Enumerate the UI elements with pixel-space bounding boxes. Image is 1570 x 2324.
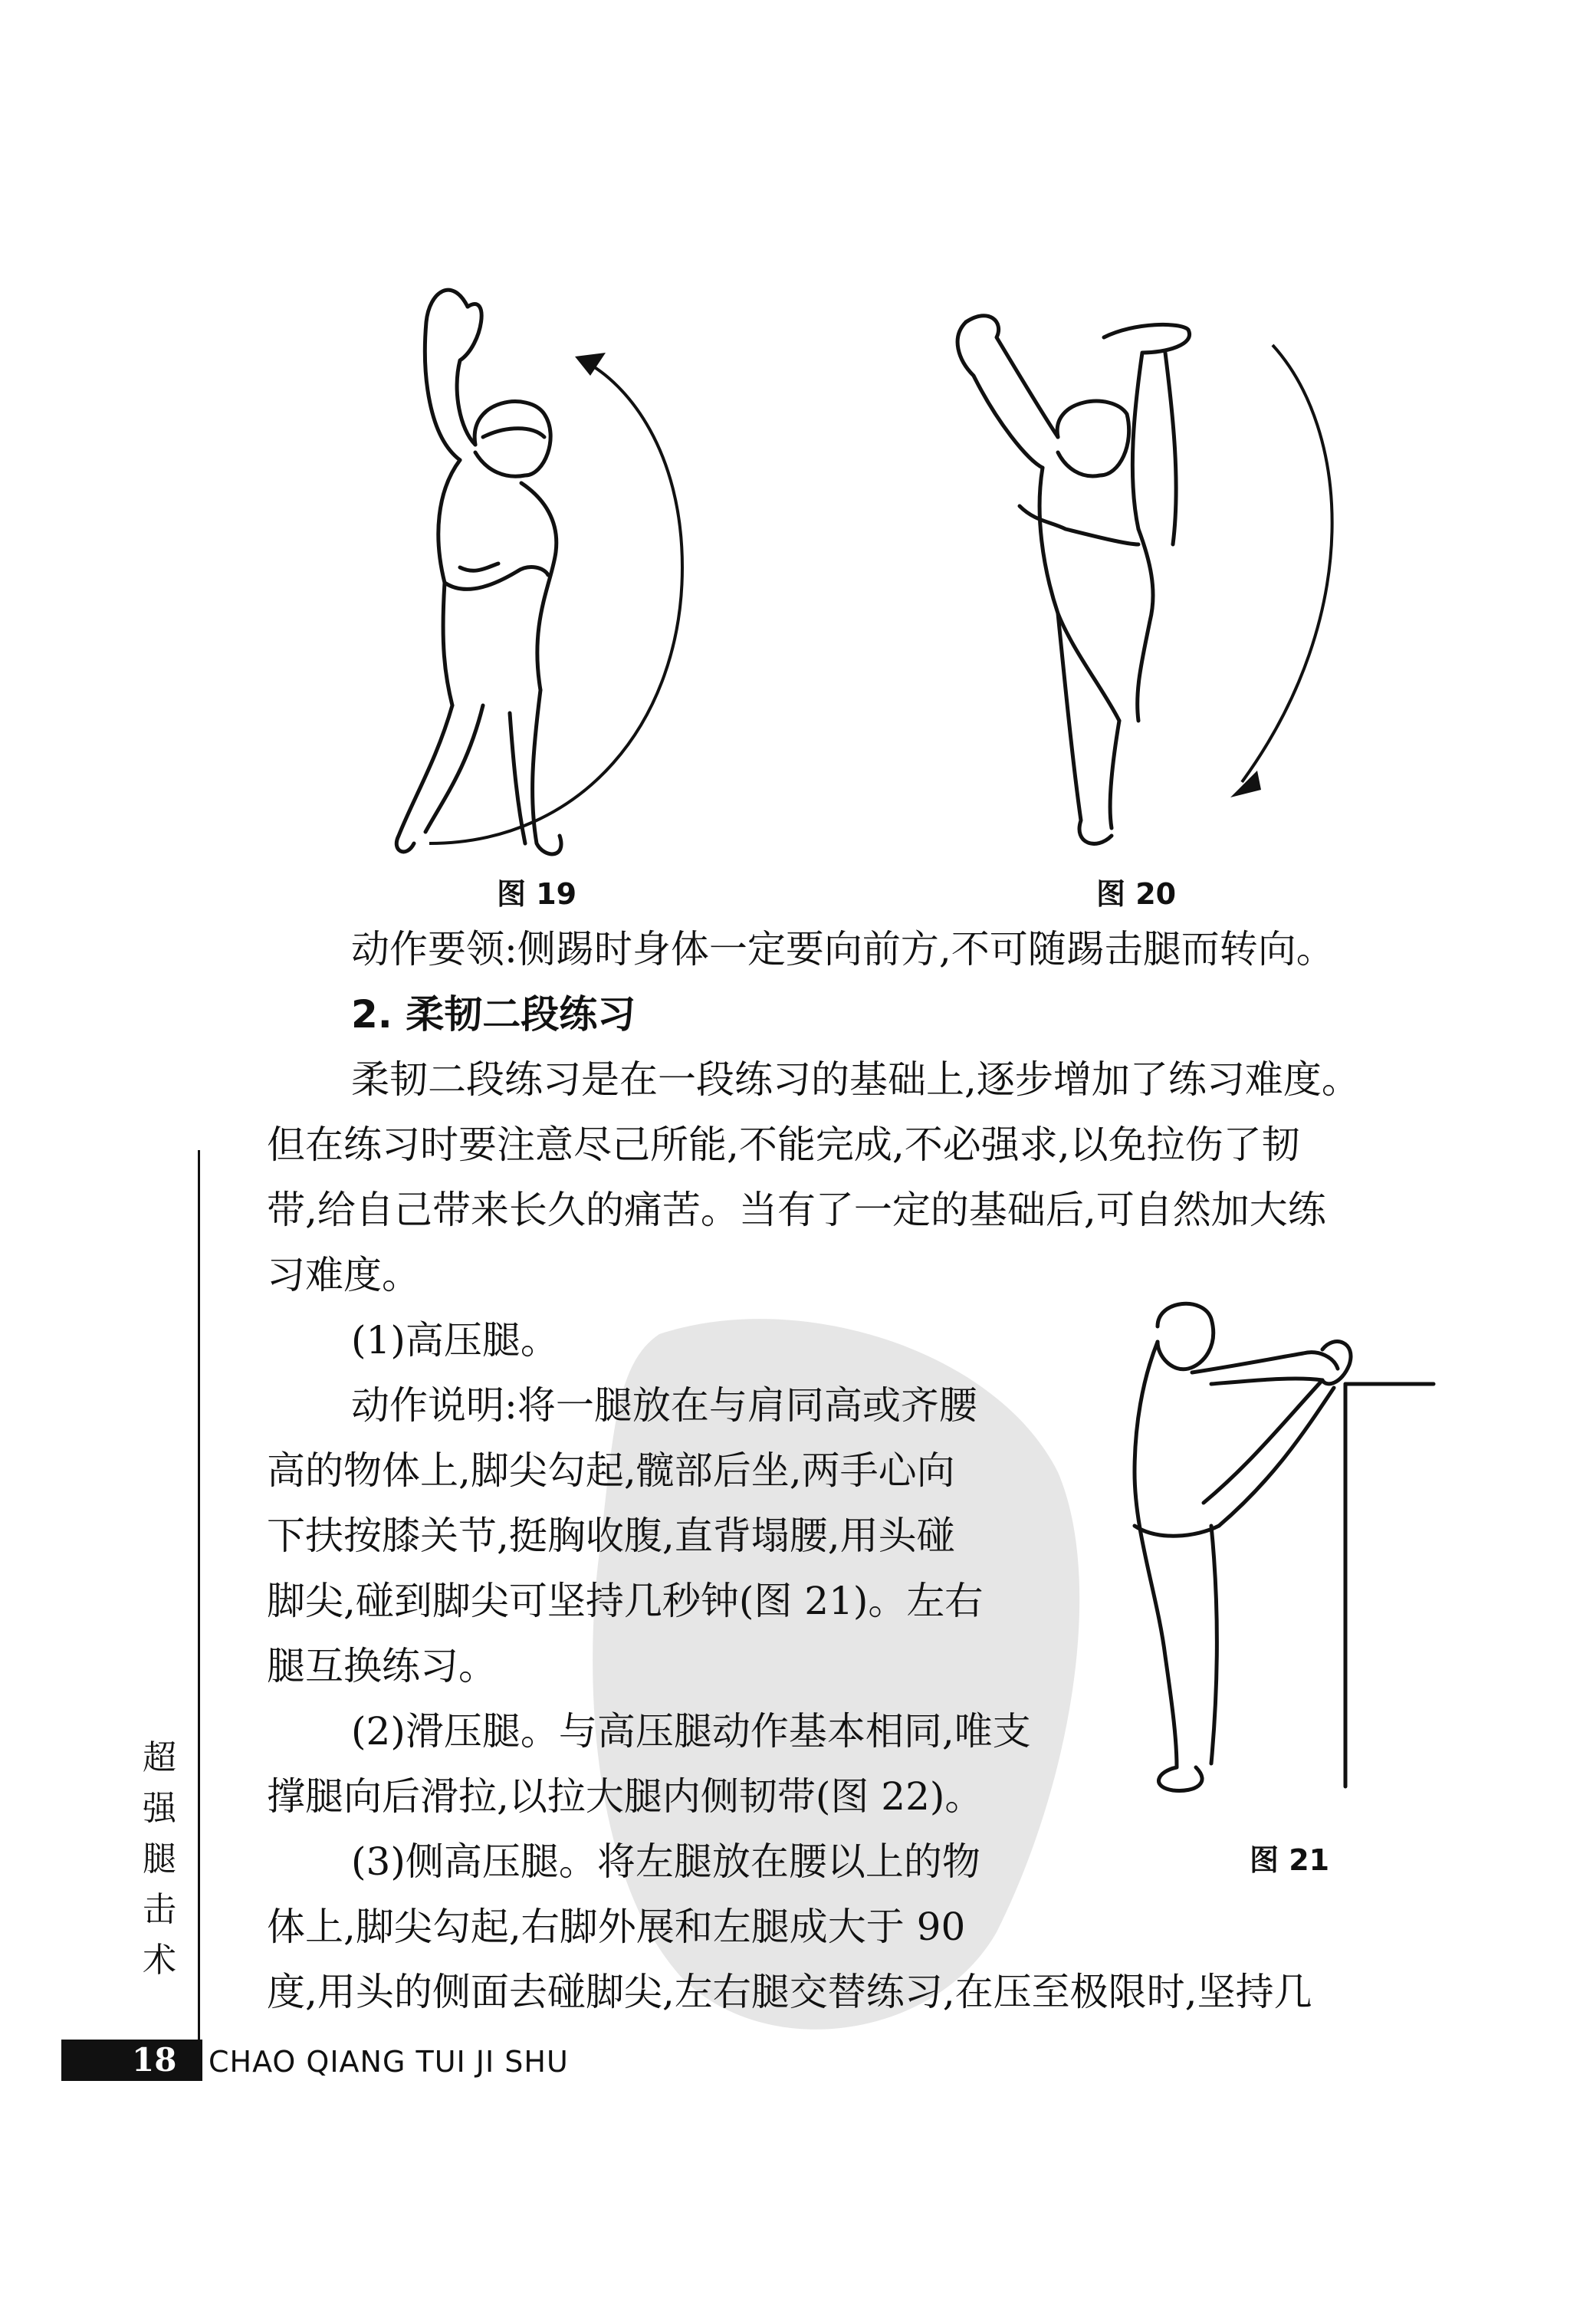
paragraph-line: (3)侧高压腿。将左腿放在腰以上的物 [351, 1839, 980, 1884]
figure-20 [920, 291, 1349, 859]
figure-19 [353, 261, 713, 859]
person-leg-stretch-illustration [1104, 1296, 1441, 1817]
paragraph-line: 带,给自己带来长久的痛苦。当有了一定的基础后,可自然加大练 [267, 1188, 1326, 1232]
paragraph-line: 但在练习时要注意尽己所能,不能完成,不必强求,以免拉伤了韧 [267, 1123, 1300, 1167]
section-heading: 2. 柔韧二段练习 [351, 992, 636, 1037]
paragraph-key-points: 动作要领:侧踢时身体一定要向前方,不可随踢击腿而转向。 [351, 927, 1335, 971]
figure-21 [1104, 1296, 1441, 1817]
side-title-char: 强 [143, 1789, 176, 1828]
paragraph-line: 柔韧二段练习是在一段练习的基础上,逐步增加了练习难度。 [351, 1057, 1360, 1102]
figure-20-caption: 图 20 [1096, 877, 1177, 911]
person-side-kick-illustration [353, 261, 713, 859]
paragraph-line: 动作说明:将一腿放在与肩同高或齐腰 [351, 1383, 977, 1428]
paragraph-line: 下扶按膝关节,挺胸收腹,直背塌腰,用头碰 [267, 1514, 955, 1558]
side-title-char: 术 [143, 1941, 176, 1980]
side-title-char: 腿 [143, 1839, 176, 1879]
paragraph-line: 度,用头的侧面去碰脚尖,左右腿交替练习,在压至极限时,坚持几 [267, 1970, 1312, 2014]
paragraph-line: 习难度。 [267, 1253, 420, 1297]
paragraph-line: 撑腿向后滑拉,以拉大腿内侧韧带(图 22)。 [267, 1774, 984, 1819]
side-title [136, 1733, 182, 1986]
side-title-char: 击 [143, 1890, 176, 1929]
paragraph-line: 体上,脚尖勾起,右脚外展和左腿成大于 90 [267, 1905, 966, 1949]
paragraph-line: 脚尖,碰到脚尖可坚持几秒钟(图 21)。左右 [267, 1579, 984, 1623]
figure-19-caption: 图 19 [497, 877, 577, 911]
figure-21-caption: 图 21 [1250, 1843, 1330, 1877]
paragraph-line: 高的物体上,脚尖勾起,髋部后坐,两手心向 [267, 1448, 955, 1493]
page-number: 18 [132, 2041, 177, 2079]
person-high-kick-illustration [920, 291, 1349, 859]
paragraph-line: 腿互换练习。 [267, 1644, 497, 1688]
paragraph-line: (2)滑压腿。与高压腿动作基本相同,唯支 [351, 1709, 1031, 1754]
side-title-char: 超 [143, 1738, 176, 1777]
item-title: (1)高压腿。 [351, 1318, 559, 1363]
margin-rule [198, 1150, 200, 2040]
running-title: CHAO QIANG TUI JI SHU [209, 2045, 569, 2079]
